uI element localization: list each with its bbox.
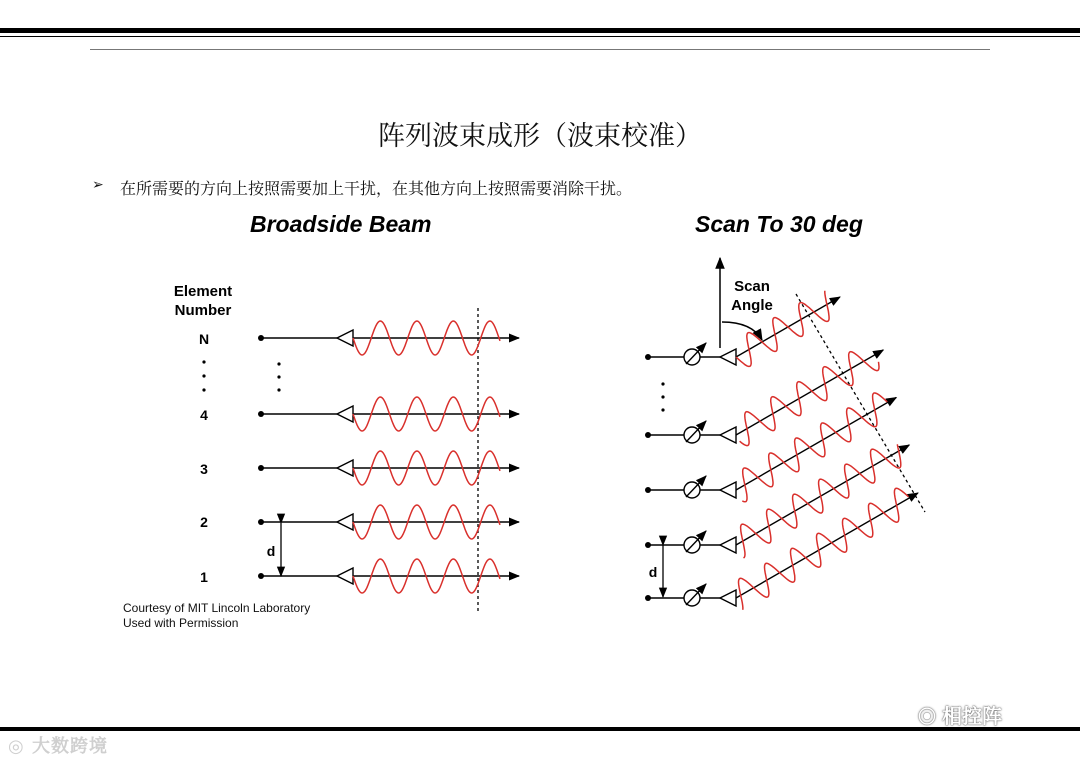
watermark-logo-icon: ◎ xyxy=(8,736,25,757)
element-header-line2: Number xyxy=(174,302,232,319)
watermark-right-text: 相控阵 xyxy=(942,704,1002,728)
ellipsis-dots-right xyxy=(661,382,664,411)
wave xyxy=(741,444,901,558)
antenna-element-icon xyxy=(720,537,736,553)
bullet-text: 在所需要的方向上按照需要加上干扰，在其他方向上按照需要消除干扰。 xyxy=(120,179,633,198)
antenna-element-icon xyxy=(720,427,736,443)
credit-line1: Courtesy of MIT Lincoln Laboratory xyxy=(123,601,311,615)
element-label-n: N xyxy=(198,331,210,347)
scan-angle-label-line1: Scan xyxy=(734,278,770,295)
watermark-left xyxy=(8,732,108,758)
broadside-title: Broadside Beam xyxy=(250,211,432,237)
wave xyxy=(742,393,887,502)
watermark-right xyxy=(918,700,1002,729)
propagation-arrow xyxy=(736,445,909,545)
broadside-element-row xyxy=(258,505,519,539)
element-header-line1: Element xyxy=(173,283,233,300)
element-label-3: 3 xyxy=(200,461,208,477)
credit-line2: Used with Permission xyxy=(123,616,239,630)
bullet-arrow-icon: ➢ xyxy=(92,177,104,193)
wechat-icon: ⦿ xyxy=(918,707,936,728)
watermark-left-text: 大数跨境 xyxy=(32,736,108,757)
element-label-4: 4 xyxy=(200,407,208,423)
broadside-element-row xyxy=(258,397,519,431)
broadside-element-row xyxy=(258,321,519,355)
antenna-element-icon xyxy=(337,568,353,584)
element-label-1: 1 xyxy=(200,569,208,585)
slide-title: 阵列波束成形（波束校准） xyxy=(378,121,702,152)
antenna-element-icon xyxy=(337,330,353,346)
broadside-element-row xyxy=(258,451,519,485)
antenna-element-icon xyxy=(720,349,736,365)
credit xyxy=(123,601,310,631)
broadside-element-row xyxy=(258,559,519,593)
propagation-arrow xyxy=(736,493,918,598)
scan-element-row xyxy=(645,444,909,558)
antenna-element-icon xyxy=(337,514,353,530)
propagation-arrow xyxy=(736,350,883,435)
antenna-element-icon xyxy=(337,406,353,422)
ellipsis-dots-left xyxy=(202,360,280,391)
scan-angle-label-line2: Angle xyxy=(731,297,773,314)
antenna-element-icon xyxy=(720,482,736,498)
scan-title: Scan To 30 deg xyxy=(695,211,863,237)
propagation-arrow xyxy=(736,398,896,491)
antenna-element-icon xyxy=(337,460,353,476)
scan-element-row xyxy=(645,393,896,502)
spacing-label-left: d xyxy=(266,543,276,559)
antenna-element-icon xyxy=(720,590,736,606)
scan-element-row xyxy=(645,350,883,446)
element-label-2: 2 xyxy=(200,514,208,530)
spacing-label-right: d xyxy=(648,564,658,580)
wavefront-line-scan xyxy=(796,294,925,512)
wave xyxy=(739,488,909,610)
